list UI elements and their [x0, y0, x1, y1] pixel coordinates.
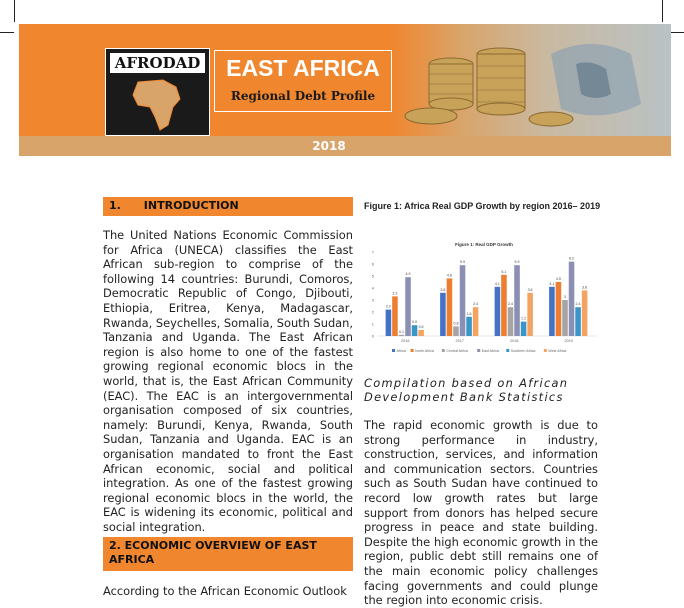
report-title: EAST AFRICA: [226, 55, 380, 81]
data-label: 2.4: [473, 302, 479, 307]
data-label: 0.5: [418, 325, 424, 329]
bar: [405, 277, 411, 336]
y-tick-label: 7: [371, 249, 374, 255]
bar: [508, 307, 514, 336]
data-label: 0.9: [412, 320, 418, 325]
y-tick-label: 1: [371, 321, 374, 327]
data-label: 3.3: [392, 291, 398, 296]
overview-paragraph: According to the African Economic Outlook: [103, 584, 347, 598]
afrodad-logo: [105, 48, 210, 136]
legend-label: West Africa: [548, 349, 567, 353]
bar: [386, 310, 392, 336]
data-label: 1.6: [466, 311, 472, 316]
data-label: 3.8: [582, 285, 588, 290]
bar: [440, 293, 446, 336]
title-box: [214, 50, 392, 112]
legend-label: Central Africa: [446, 349, 468, 353]
y-tick-label: 3: [371, 297, 374, 303]
gdp-growth-chart: [364, 236, 604, 362]
bar: [556, 282, 562, 336]
bar: [447, 278, 453, 336]
y-tick-label: 5: [371, 273, 374, 279]
data-label: 3.6: [440, 287, 446, 292]
data-label: 3: [563, 295, 566, 299]
data-label: 2.4: [575, 302, 581, 307]
bar: [549, 287, 555, 336]
data-label: 4.5: [555, 277, 561, 281]
bar: [399, 335, 405, 336]
data-label: 4.8: [446, 273, 452, 278]
x-tick-label: 2017: [455, 339, 464, 343]
legend-label: North Africa: [415, 349, 434, 353]
y-tick-label: 6: [371, 261, 374, 267]
legend-swatch: [442, 349, 445, 352]
intro-heading: 1. INTRODUCTION: [103, 197, 353, 216]
legend-swatch: [411, 349, 414, 352]
bar: [501, 275, 507, 336]
data-label: 1.2: [521, 316, 527, 321]
bar: [392, 296, 398, 336]
y-tick-label: 0: [371, 333, 374, 339]
header-banner: [19, 24, 671, 136]
data-label: 2.2: [385, 304, 391, 309]
bar: [562, 300, 568, 336]
legend-swatch: [392, 349, 395, 352]
crop-mark-left: [0, 32, 14, 33]
coins-photo: [391, 24, 671, 136]
report-year: 2018: [312, 139, 346, 153]
compilation-note: Compilation based on African Development Bank Statistics: [364, 376, 569, 404]
crop-mark-right: [670, 32, 684, 33]
bar: [453, 326, 459, 336]
y-tick-label: 4: [371, 285, 374, 291]
data-label: 4.1: [549, 281, 555, 286]
crop-mark-top-right: [662, 0, 663, 22]
data-label: 0.8: [453, 321, 459, 326]
year-bar: [19, 136, 671, 156]
legend-swatch: [506, 349, 509, 352]
bar: [569, 262, 575, 336]
logo-text: AFRODAD: [110, 53, 205, 73]
x-tick-label: 2019: [564, 339, 573, 343]
bar: [527, 293, 533, 336]
bar: [495, 287, 501, 336]
data-label: 0.1: [398, 329, 404, 334]
data-label: 3.6: [527, 287, 533, 292]
report-subtitle: Regional Debt Profile: [230, 89, 376, 103]
bar: [418, 330, 424, 336]
crop-mark-top-left: [14, 0, 15, 22]
bar: [412, 325, 418, 336]
legend-label: East Africa: [481, 349, 499, 353]
bar: [514, 265, 520, 336]
legend-label: Africa: [396, 349, 406, 353]
legend-swatch: [477, 349, 480, 352]
data-label: 4.9: [405, 272, 411, 277]
legend-swatch: [544, 349, 547, 352]
data-label: 6.2: [568, 256, 574, 261]
x-tick-label: 2018: [510, 339, 519, 343]
intro-paragraph: The United Nations Economic Commission for Africa (UNECA) classifies the East African sub-region to comprise of the following 14 countries: Burundi, Comoros, Democratic Republic of Congo, Djibouti, Ethiopia, Eritrea, Kenya, Madagascar, Rwanda, Seychelles, Somalia, South Sudan, Tanzania and Uganda. The East African region is also home to one of the fastest growing regional economic blocs in the world, that is, the East African Community (EAC). The EAC is an intergovernmental organisation composed of six countries, namely: Burundi, Kenya, Rwanda, South Sudan, Tanzania and Uganda. EAC is an organisation mandated to front the East African economic, social and political integration. As one of the fastest growing regional economic blocs in the world, the EAC is widening its economic, political and social integration.: [103, 228, 353, 534]
data-label: 2.4: [507, 302, 513, 307]
data-label: 5.9: [514, 260, 520, 265]
data-label: 4.1: [494, 281, 500, 286]
data-label: 5.9: [459, 260, 465, 265]
bar: [575, 307, 581, 336]
y-tick-label: 2: [371, 309, 374, 315]
legend-label: Southern Africa: [510, 349, 536, 353]
bar: [473, 307, 479, 336]
data-label: 5.1: [501, 269, 507, 274]
bar: [521, 322, 527, 336]
bar: [460, 265, 466, 336]
africa-map-icon: [128, 77, 188, 132]
bar: [582, 290, 588, 336]
overview-heading: 2. ECONOMIC OVERVIEW OF EAST AFRICA: [103, 537, 353, 571]
figure-caption: Figure 1: Africa Real GDP Growth by region 2016– 2019: [364, 201, 601, 211]
chart-title: Figure 1: Real GDP Growth: [455, 242, 513, 247]
bar: [466, 317, 472, 336]
x-tick-label: 2016: [401, 339, 410, 343]
right-paragraph: The rapid economic growth is due to strong performance in industry, construction, services, and information and communication sectors. Countries such as South Sudan have continued to record low growth rates but large support from donors has helped secure progress in peace and state building. Despite the high economic growth in the region, public debt still remains one of the main economic policy challenges facing governments and could plunge the region into economic crisis.: [364, 418, 598, 608]
